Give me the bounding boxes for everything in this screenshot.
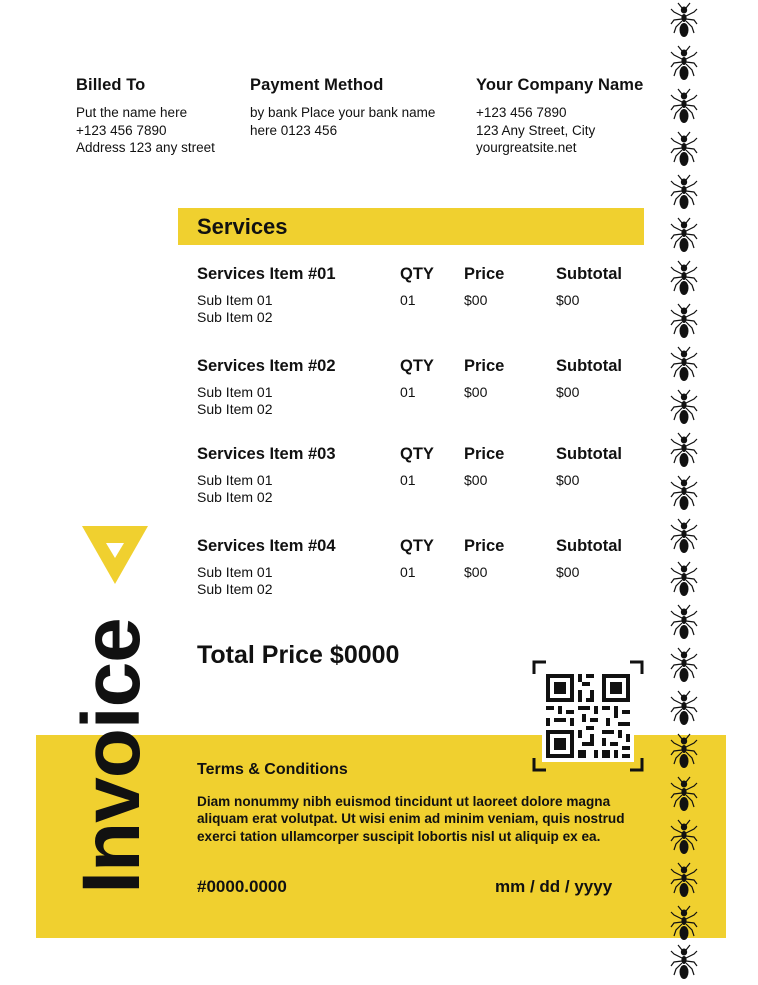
sub-item: Sub Item 02 [197, 581, 273, 597]
terms-text: Diam nonummy nibh euismod tincidunt ut laoreet dolore magna aliquam erat volutpat. Ut wisi enim ad minim veniam, quis nostrud exerci tation ullamcorper suscipit lobortis nisl ut aliquip ex ea. [197, 794, 625, 844]
billed-to-heading: Billed To [76, 76, 146, 94]
sub-item: Sub Item 02 [197, 489, 273, 505]
subtotal-header: Subtotal [556, 537, 622, 555]
company-address: 123 Any Street, City [476, 122, 596, 138]
ant-border [666, 0, 702, 980]
service-item-name: Services Item #03 [197, 445, 336, 463]
company-section [476, 76, 643, 157]
company-phone: +123 456 7890 [476, 105, 567, 120]
terms-title: Terms & Conditions [197, 761, 348, 778]
sub-item: Sub Item 02 [197, 401, 273, 417]
company-website: yourgreatsite.net [476, 140, 577, 155]
subtotal-value: $00 [556, 564, 580, 580]
payment-bank-line: by bank Place your bank name [250, 105, 436, 120]
billed-to-phone: +123 456 7890 [76, 122, 167, 138]
qty-value: 01 [400, 292, 416, 308]
qty-value: 01 [400, 564, 416, 580]
subtotal-value: $00 [556, 472, 580, 488]
sub-item: Sub Item 01 [197, 384, 273, 400]
invoice-title: Invoice [66, 618, 157, 894]
price-header: Price [464, 445, 505, 463]
price-header: Price [464, 265, 505, 283]
service-item-name: Services Item #04 [197, 537, 336, 555]
qty-header: QTY [400, 537, 434, 555]
sub-item: Sub Item 01 [197, 472, 273, 488]
price-value: $00 [464, 472, 488, 488]
sub-item: Sub Item 01 [197, 292, 273, 308]
subtotal-header: Subtotal [556, 445, 622, 463]
subtotal-header: Subtotal [556, 265, 622, 283]
service-item [197, 445, 647, 515]
sub-item: Sub Item 02 [197, 309, 273, 325]
services-title: Services [197, 214, 288, 239]
service-item [197, 537, 647, 607]
sub-item: Sub Item 01 [197, 564, 273, 580]
total-price: Total Price $0000 [197, 641, 400, 669]
payment-method-section [250, 76, 435, 139]
price-value: $00 [464, 384, 488, 400]
price-header: Price [464, 537, 505, 555]
company-name-heading: Your Company Name [476, 76, 644, 94]
subtotal-value: $00 [556, 292, 580, 308]
service-item [197, 265, 647, 335]
price-value: $00 [464, 564, 488, 580]
services-header-bar [178, 208, 644, 245]
invoice-number: #0000.0000 [197, 877, 287, 896]
billed-to-address: Address 123 any street [76, 140, 215, 155]
qty-value: 01 [400, 384, 416, 400]
invoice-date: mm / dd / yyyy [495, 877, 613, 896]
payment-method-heading: Payment Method [250, 76, 384, 94]
payment-account-line: here 0123 456 [250, 122, 338, 138]
service-item-name: Services Item #01 [197, 265, 336, 283]
subtotal-value: $00 [556, 384, 580, 400]
qr-code-icon [532, 660, 644, 772]
qty-header: QTY [400, 357, 434, 375]
service-item-name: Services Item #02 [197, 357, 336, 375]
service-item [197, 357, 647, 427]
triangle-logo-icon [80, 524, 150, 591]
qty-header: QTY [400, 445, 434, 463]
subtotal-header: Subtotal [556, 357, 622, 375]
qty-header: QTY [400, 265, 434, 283]
qty-value: 01 [400, 472, 416, 488]
billed-to-section [76, 76, 215, 157]
price-value: $00 [464, 292, 488, 308]
price-header: Price [464, 357, 505, 375]
billed-to-name: Put the name here [76, 105, 188, 120]
